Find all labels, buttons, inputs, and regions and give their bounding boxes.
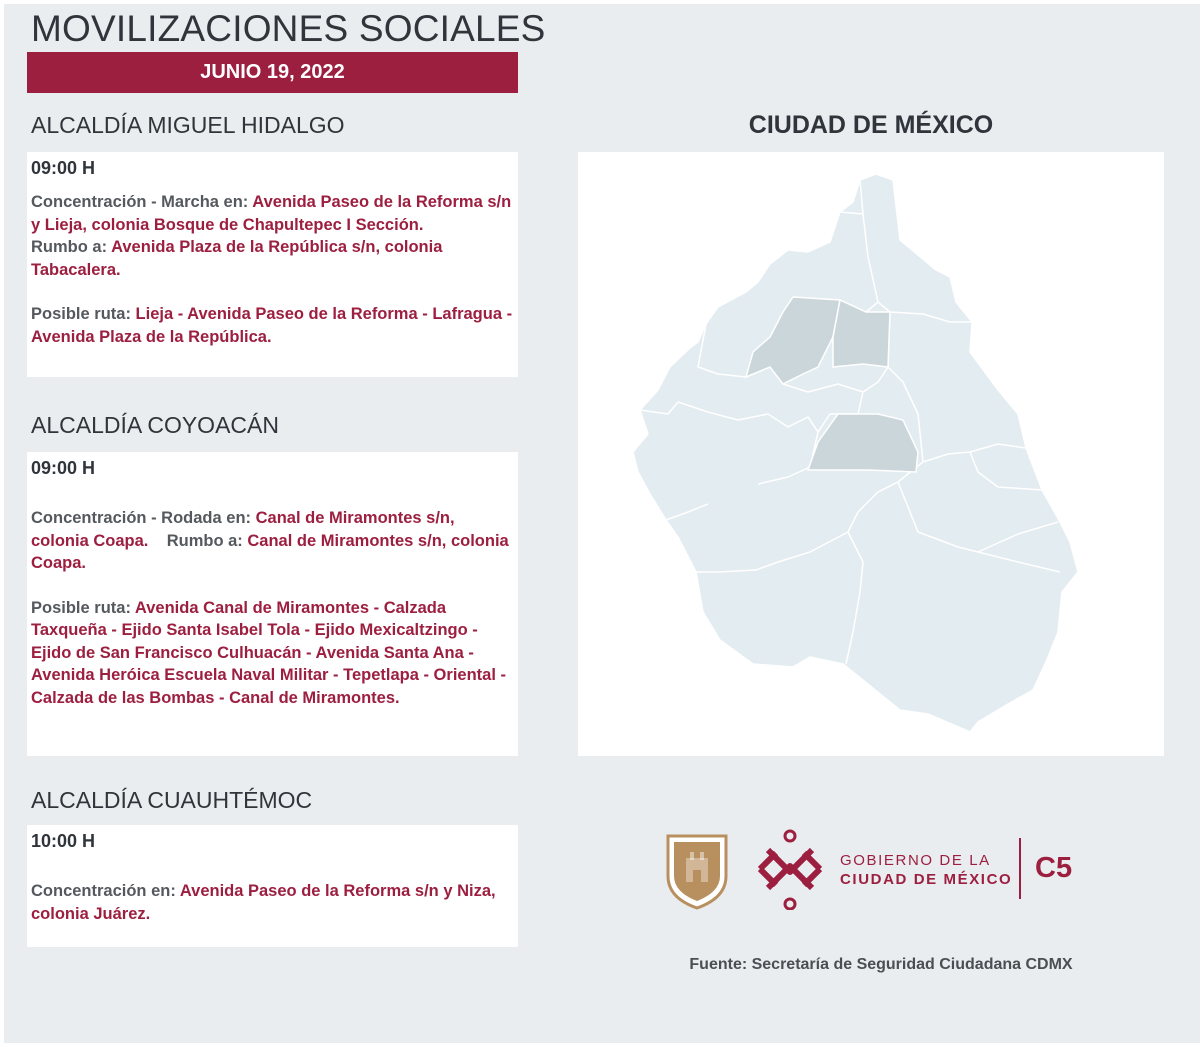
route-label: Posible ruta: — [31, 598, 131, 617]
rumbo-location: Canal de Miramontes s/n, colonia Coapa. — [31, 531, 509, 572]
gobierno-cdmx-emblem-icon — [750, 828, 830, 910]
event-card-miguel-hidalgo — [27, 152, 518, 377]
cdmx-map — [578, 152, 1164, 756]
event-time: 09:00 H — [31, 458, 96, 478]
cdmx-shield-icon — [664, 832, 730, 912]
gobierno-logo-text — [840, 851, 1012, 889]
rumbo-location: Avenida Plaza de la República s/n, colonia Tabacalera. — [31, 238, 443, 279]
map-panel — [578, 152, 1164, 756]
route-label: Posible ruta: — [31, 305, 131, 323]
c5-logo-text: C5 — [1035, 852, 1073, 884]
event-route — [31, 303, 514, 348]
event-route — [31, 597, 514, 710]
gobierno-line2: CIUDAD DE MÉXICO — [840, 871, 1013, 888]
event-concentration — [31, 191, 514, 281]
concentration-location: Avenida Paseo de la Reforma s/n y Niza, colonia Juárez. — [31, 882, 496, 923]
concentration-label: Concentración en: — [31, 882, 176, 900]
alcaldia-heading-miguel-hidalgo: ALCALDÍA MIGUEL HIDALGO — [31, 112, 345, 138]
page-title: MOVILIZACIONES SOCIALES — [31, 8, 546, 49]
alcaldia-heading-cuauhtemoc: ALCALDÍA CUAUHTÉMOC — [31, 787, 313, 813]
date-banner: JUNIO 19, 2022 — [27, 52, 518, 93]
rumbo-label: Rumbo a: — [166, 531, 243, 550]
event-concentration — [31, 507, 514, 575]
concentration-location: Avenida Paseo de la Reforma s/n y Lieja, colonia Bosque de Chapultepec I Sección. — [31, 193, 512, 234]
source-footer: Fuente: Secretaría de Seguridad Ciudadana CDMX — [689, 956, 1073, 973]
event-concentration — [31, 880, 514, 925]
alcaldia-heading-coyoacan: ALCALDÍA COYOACÁN — [31, 412, 279, 438]
event-time: 09:00 H — [31, 158, 96, 178]
concentration-location: Canal de Miramontes s/n, colonia Coapa. — [31, 509, 455, 550]
map-title: CIUDAD DE MÉXICO — [748, 111, 994, 139]
event-time: 10:00 H — [31, 831, 96, 851]
concentration-label: Concentración - Marcha en: — [31, 193, 249, 211]
route-value: Lieja - Avenida Paseo de la Reforma - Lafragua - Avenida Plaza de la República. — [31, 305, 513, 346]
concentration-label: Concentración - Rodada en: — [31, 509, 252, 527]
event-card-coyoacan — [27, 452, 518, 756]
gobierno-line1: GOBIERNO DE LA — [840, 852, 991, 869]
route-value: Avenida Canal de Miramontes - Calzada Taxqueña - Ejido Santa Isabel Tola - Ejido Mexicaltzingo - Ejido de San Francisco Culhuacán - Avenida Santa Ana - Avenida Heróica Escuela Naval Militar - Tepetlapa - Oriental - Calzada de las Bombas - Canal de Miramontes. — [31, 598, 506, 707]
rumbo-label: Rumbo a: — [31, 238, 108, 256]
event-card-cuauhtemoc — [27, 825, 518, 947]
logo-separator — [1019, 838, 1021, 899]
